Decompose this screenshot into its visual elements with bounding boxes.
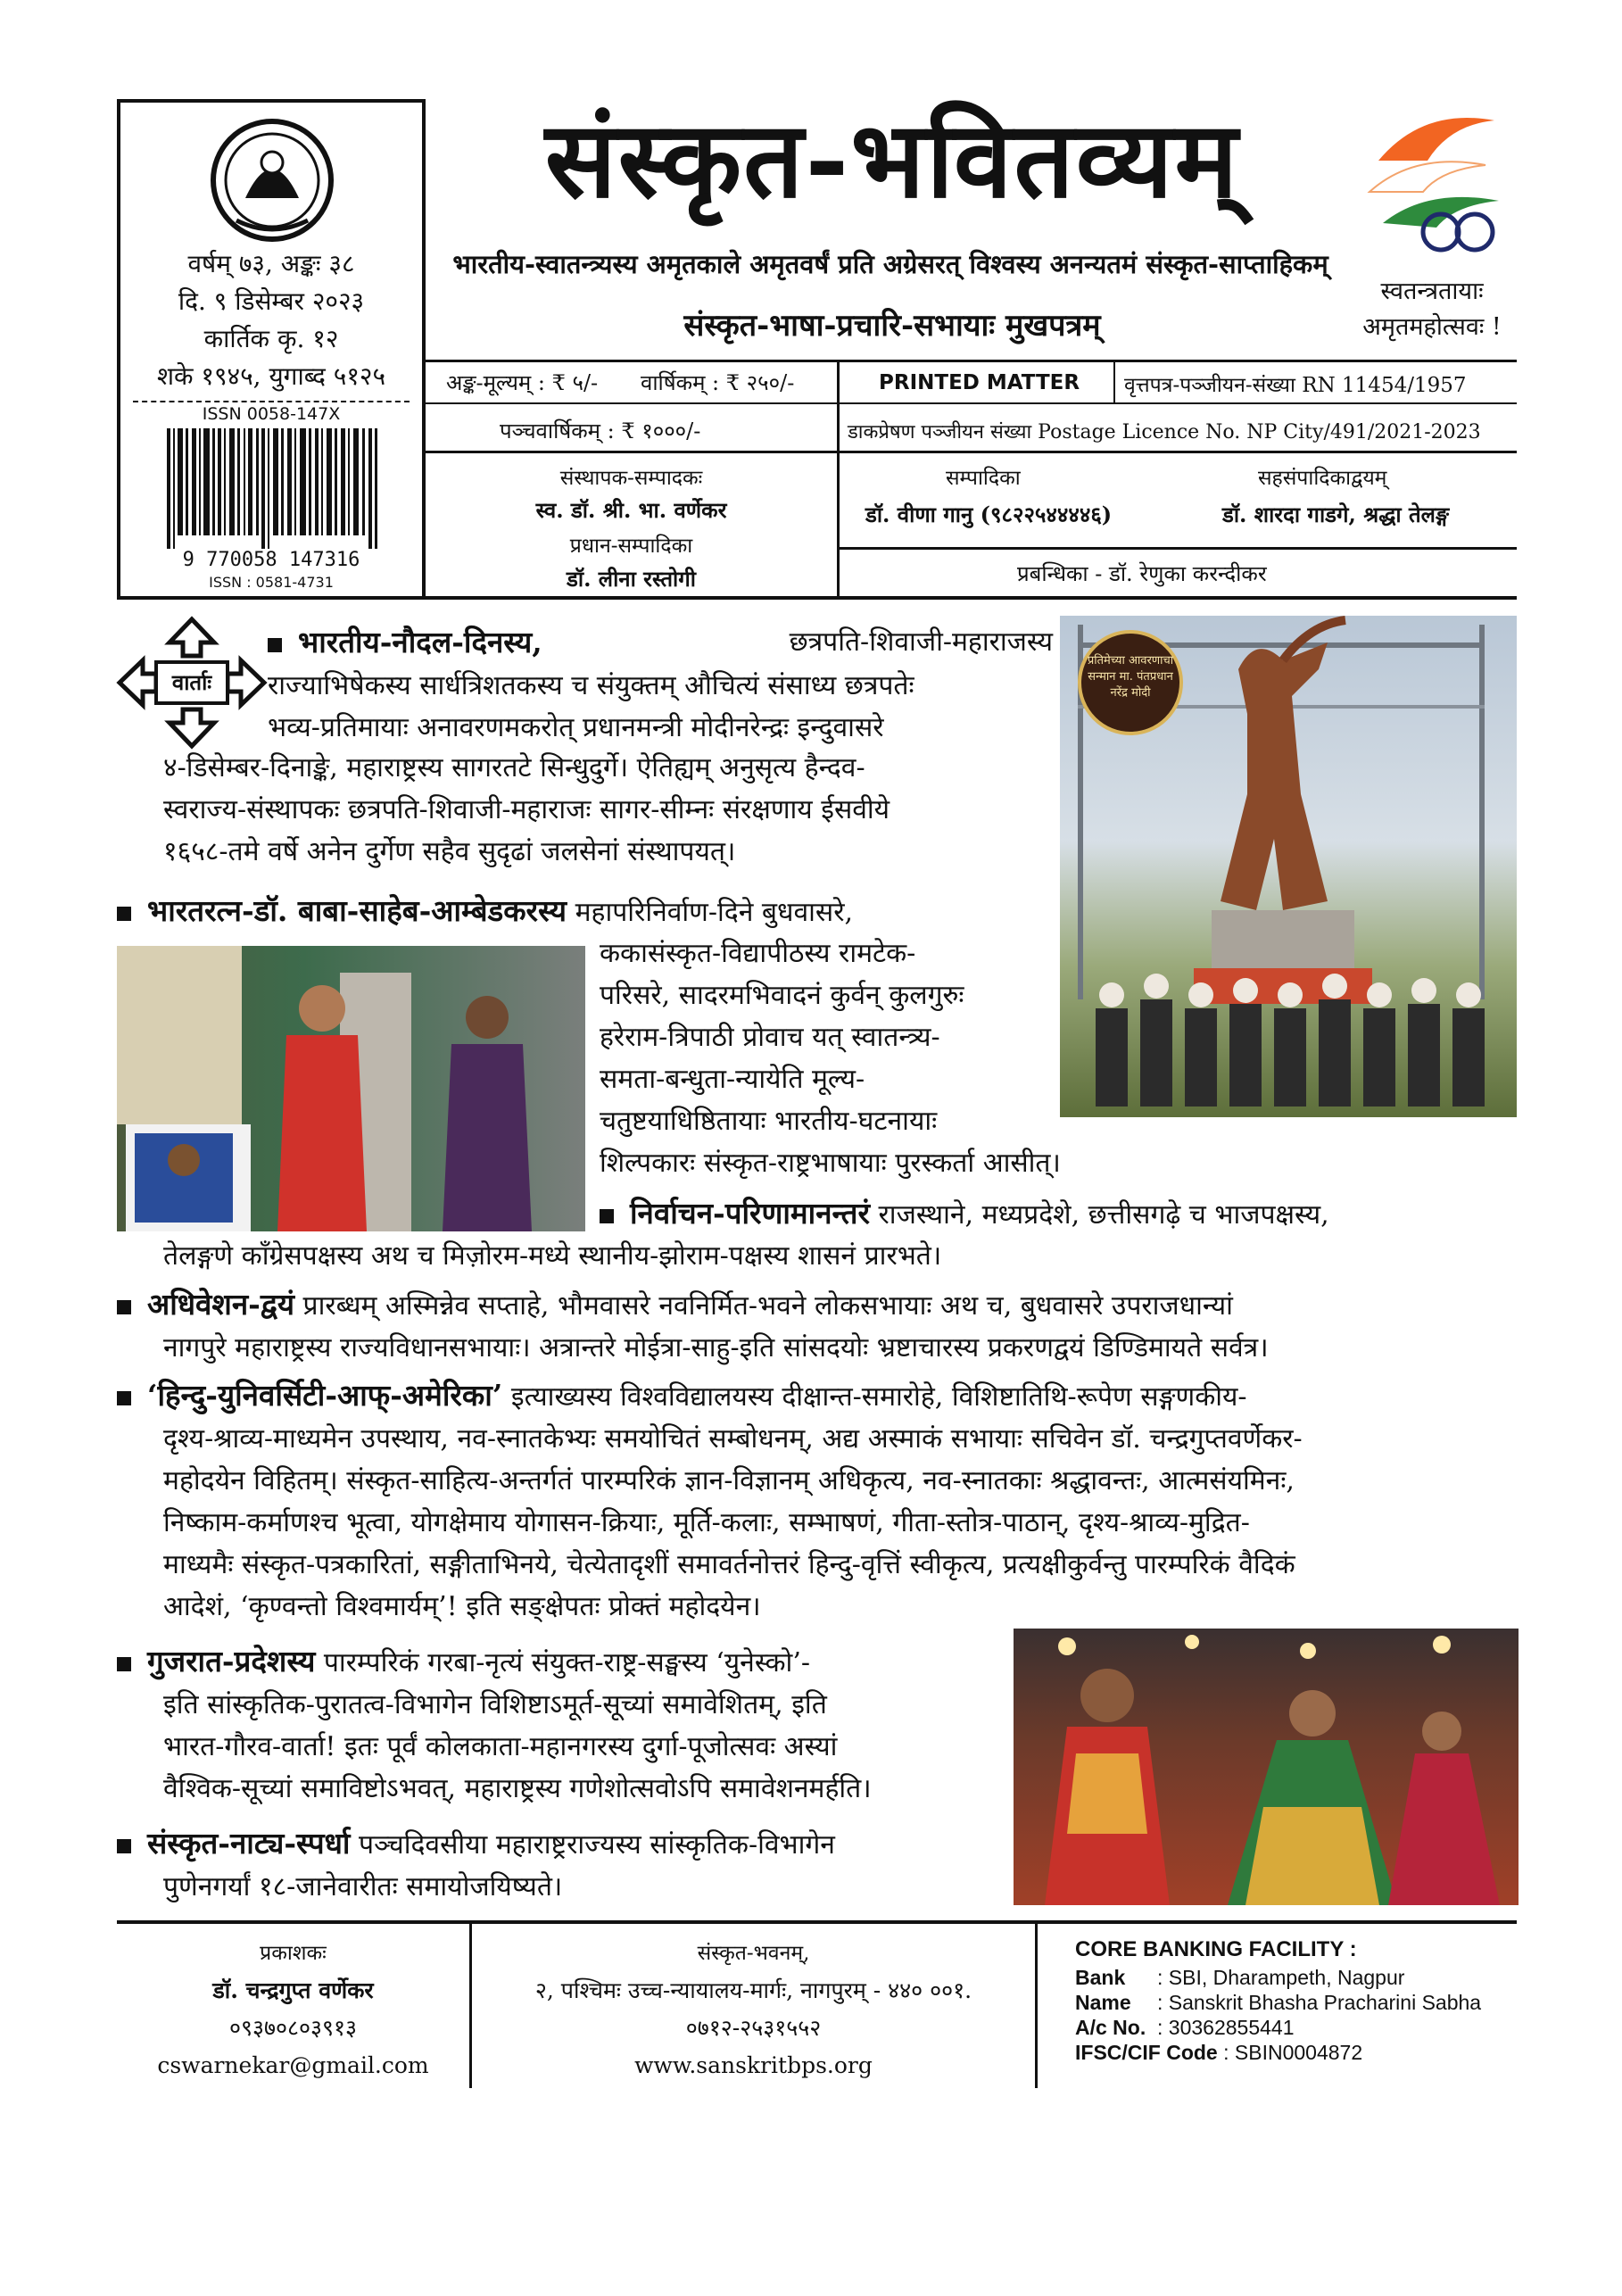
ambedkar-tribute-photo bbox=[117, 946, 585, 1231]
account-number-value: : 30362855441 bbox=[1157, 2016, 1295, 2039]
news-2-line: शिल्पकारः संस्कृत-राष्ट्रभाषायाः पुरस्कर्ता आसीत्। bbox=[600, 1148, 1061, 1179]
issue-info-box bbox=[117, 99, 426, 600]
barcode bbox=[167, 428, 381, 549]
printed-matter: PRINTED MATTER bbox=[879, 371, 1080, 394]
issue-tithi: कार्तिक कृ. १२ bbox=[203, 324, 339, 353]
bank-title: CORE BANKING FACILITY : bbox=[1075, 1937, 1357, 1961]
account-name-value: : Sanskrit Bhasha Pracharini Sabha bbox=[1157, 1991, 1482, 2014]
news-4-line: प्रारब्धम् अस्मिन्नेव सप्ताहे, भौमवासरे नवनिर्मित-भवने लोकसभायाः अथ च, बुधवासरे उपराजधान्यां bbox=[302, 1290, 1233, 1322]
news-6-line: इति सांस्कृतिक-पुरातत्व-विभागेन विशिष्टाऽमूर्त-सूच्यां समावेशितम्, इति bbox=[163, 1689, 827, 1720]
publisher-name: डॉ. चन्द्रगुप्त वर्णेकर bbox=[212, 1977, 374, 2003]
newspaper-title: संस्कृत-भवितव्यम् bbox=[544, 97, 1240, 221]
founder-label: संस्थापक-सम्पादकः bbox=[559, 467, 703, 490]
statue-sign-badge: प्रतिमेच्या आवरणाचा सन्मान मा. पंतप्रधान नरेंद्र मोदी bbox=[1078, 630, 1183, 735]
flag-caption-line-2: अमृतमहोत्सवः ! bbox=[1362, 313, 1502, 341]
news-2-line: परिसरे, सादरमभिवादनं कुर्वन् कुलगुरुः bbox=[600, 980, 964, 1011]
news-7-line: पञ्चदिवसीया महाराष्ट्रराज्यस्य सांस्कृतिक-विभागेन bbox=[359, 1829, 835, 1861]
garba-scene-icon bbox=[1014, 1629, 1519, 1905]
news-6 bbox=[117, 1640, 1009, 1810]
issn-bottom: ISSN : 0581-4731 bbox=[209, 574, 334, 591]
coeditors-label: सहसंपादिकाद्वयम् bbox=[1258, 467, 1387, 490]
publisher-block bbox=[117, 1935, 469, 2085]
founder-name: स्व. डॉ. श्री. भा. वर्णेकर bbox=[535, 497, 727, 523]
address-block bbox=[472, 1935, 1035, 2085]
news-1 bbox=[268, 621, 1053, 749]
news-5 bbox=[117, 1374, 1519, 1628]
news-3-line: राजस्थाने, मध्यप्रदेशे, छत्तीसगढ़े च भाजपक्षस्य, bbox=[878, 1199, 1329, 1231]
publisher-phone: ०९३७०८०३९१३ bbox=[228, 2015, 357, 2041]
editor-name: डॉ. वीणा गानु (९८२२५४४४४६) bbox=[865, 501, 1113, 527]
flag-caption-line-1: स्वतन्त्रतायाः bbox=[1380, 278, 1484, 305]
news-2-line: चतुष्टयाधिष्ठितायाः भारतीय-घटनायाः bbox=[600, 1106, 938, 1137]
postal-licence: डाकप्रेषण पञ्जीयन संख्या Postage Licence No. NP City/491/2021-2023 bbox=[848, 421, 1481, 443]
news-2-head-line bbox=[117, 890, 1054, 933]
tagline: भारतीय-स्वातन्त्र्यस्य अमृतकाले अमृतवर्षं प्रति अग्रेसरत् विश्वस्य अनन्यतमं संस्कृत-साप्ताहिकम् bbox=[452, 249, 1328, 279]
editor-label: सम्पादिका bbox=[946, 467, 1021, 490]
issue-shaka: शके १९४५, युगाब्द ५१२५ bbox=[156, 361, 386, 391]
coeditors-name: डॉ. शारदा गाडगे, श्रद्धा तेलङ्ग bbox=[1222, 501, 1450, 527]
news-3-headline: निर्वाचन-परिणामानन्तरं bbox=[630, 1196, 870, 1231]
emblem-icon bbox=[183, 113, 361, 247]
news-6-line: भारत-गौरव-वार्ता! इतः पूर्वं कोलकाता-महानगरस्य दुर्गा-पूजोत्सवः अस्यां bbox=[163, 1731, 838, 1762]
five-year-subscription: पञ्चवार्षिकम् : ₹ १०००/- bbox=[500, 419, 701, 443]
news-2-body bbox=[600, 932, 1061, 1184]
issue-year: वर्षम् ७३, अङ्कः ३८ bbox=[187, 249, 355, 278]
news-6-headline: गुजरात-प्रदेशस्य bbox=[147, 1644, 316, 1678]
address-phone: ०७१२-२५३१५५२ bbox=[685, 2015, 822, 2041]
news-5-headline: ‘हिन्दु-युनिवर्सिटी-आफ्-अमेरिका’ bbox=[147, 1378, 503, 1413]
news-2-line: ककासंस्कृत-विद्यापीठस्य रामटेक- bbox=[600, 938, 916, 969]
news-4-line: नागपुरे महाराष्ट्रस्य राज्यविधानसभायाः। अत्रान्तरे मोईत्रा-साहु-इति सांसदयोः भ्रष्टाचारस्य प्रकरणद्वयं डिण्डिमायते सर्वत्र। bbox=[163, 1332, 1269, 1364]
account-name-label: Name bbox=[1075, 1991, 1131, 2014]
news-2-headline: भारतरत्न-डॉ. बाबा-साहेब-आम्बेडकरस्य bbox=[147, 893, 567, 928]
ifsc-value: : SBIN0004872 bbox=[1223, 2041, 1363, 2064]
chief-editor-name: डॉ. लीना रस्तोगी bbox=[567, 566, 696, 592]
news-5-line: माध्यमैः संस्कृत-पत्रकारितां, सङ्गीताभिनये, चेत्येतादृशीं समावर्तनोत्तरं हिन्दु-वृत्तिं स्वीकृत्य, प्रत्यक्षीकुर्वन्तु पारम्परिकं वैदिकं bbox=[163, 1549, 1295, 1580]
publisher-email[interactable]: cswarnekar@gmail.com bbox=[157, 2052, 429, 2078]
news-5-line: निष्काम-कर्माणश्च भूत्वा, योगक्षेमाय योगासन-क्रियाः, मूर्ति-कलाः, सम्भाषणं, गीता-स्तोत्र-पाठान्, दृश्य-श्राव्य-मुद्रित- bbox=[163, 1507, 1250, 1538]
publisher-label: प्रकाशकः bbox=[260, 1942, 327, 1965]
ifsc-label: IFSC/CIF Code bbox=[1075, 2041, 1218, 2064]
bank-value: : SBI, Dharampeth, Nagpur bbox=[1157, 1966, 1405, 1989]
news-6-line: पारम्परिकं गरबा-नृत्यं संयुक्त-राष्ट्र-सङ्घस्य ‘युनेस्को’- bbox=[323, 1647, 810, 1678]
address-line-2: २, पश्चिमः उच्च-न्यायालय-मार्गः, नागपुरम् - ४४० ००१. bbox=[534, 1977, 972, 2003]
news-1-line: भव्य-प्रतिमायाः अनावरणमकरोत् प्रधानमन्त्री मोदीनरेन्द्रः इन्दुवासरे bbox=[268, 712, 884, 743]
news-4-headline: अधिवेशन-द्वयं bbox=[147, 1287, 294, 1322]
news-1-line: छत्रपति-शिवाजी-महाराजस्य bbox=[789, 626, 1053, 658]
news-2-line: समता-बन्धुता-न्यायेति मूल्य- bbox=[600, 1064, 865, 1095]
price: अङ्क-मूल्यम् : ₹ ५/- bbox=[446, 370, 599, 395]
news-1-headline: भारतीय-नौदल-दिनस्य, bbox=[298, 625, 542, 659]
azadi-amrit-logo-icon bbox=[1343, 98, 1521, 268]
issue-date: दि. ९ डिसेम्बर २०२३ bbox=[178, 286, 365, 316]
garba-dance-photo bbox=[1014, 1629, 1519, 1905]
news-5-line: दृश्य-श्राव्य-माध्यमेन उपस्थाय, नव-स्नातकेभ्यः समयोचितं सम्बोधनम्, अद्य अस्माकं सभायाः सचिवेन डॉ. चन्द्रगुप्तवर्णेकर- bbox=[163, 1423, 1303, 1455]
news-2-line: हरेराम-त्रिपाठी प्रोवाच यत् स्वातन्त्र्य- bbox=[600, 1022, 940, 1053]
barcode-number: 9 770058 147316 bbox=[182, 549, 360, 571]
account-number-label: A/c No. bbox=[1075, 2016, 1146, 2039]
vartah-label: वार्ताः bbox=[171, 669, 212, 695]
news-1-line: राज्याभिषेकस्य सार्धत्रिशतकस्य च संयुक्तम् औचित्यं संसाध्य छत्रपतेः bbox=[268, 670, 914, 701]
address-line-1: संस्कृत-भवनम्, bbox=[697, 1942, 810, 1965]
manager: प्रबन्धिका - डॉ. रेणुका करन्दीकर bbox=[1017, 561, 1267, 586]
news-3-line-2: तेलङ्गणे काँग्रेसपक्षस्य अथ च मिज़ोरम-मध्ये स्थानीय-झोराम-पक्षस्य शासनं प्रारभते। bbox=[163, 1240, 942, 1272]
news-1-line: स्वराज्य-संस्थापकः छत्रपति-शिवाजी-महाराजः सागर-सीम्नः संरक्षणाय ईसवीये bbox=[163, 794, 890, 825]
news-5-line: आदेशं, ‘कृण्वन्तो विश्वमार्यम्’! इति सङ्क्षेपतः प्रोक्तं महोदयेन। bbox=[163, 1591, 761, 1622]
news-7 bbox=[117, 1822, 1009, 1908]
issn-top: ISSN 0058-147X bbox=[202, 404, 341, 424]
news-5-line: महोदयेन विहितम्। संस्कृत-साहित्य-अन्तर्गतं पारम्परिकं ज्ञान-विज्ञानम् अधिकृत्य, नव-स्नातकाः श्रद्धावन्तः, आत्मसंयमिनः, bbox=[163, 1465, 1295, 1496]
flag-caption bbox=[1343, 274, 1521, 345]
news-1-line: ४-डिसेम्बर-दिनाङ्के, महाराष्ट्रस्य सागरतटे सिन्धुदुर्गे। ऐतिह्यम् अनुसृत्य हैन्दव- bbox=[163, 752, 865, 783]
news-2-line: महापरिनिर्वाण-दिने बुधवासरे, bbox=[575, 897, 854, 928]
news-1-line: १६५८-तमे वर्षे अनेन दुर्गेण सहैव सुदृढां जलसेनां संस्थापयत्। bbox=[163, 836, 736, 867]
news-7-line: पुणेनगर्यां १८-जानेवारीतः समायोजयिष्यते। bbox=[163, 1871, 563, 1902]
news-1-cont bbox=[163, 747, 1053, 873]
bank-details bbox=[1075, 1935, 1521, 2065]
news-6-line: वैश्विक-सूच्यां समाविष्टोऽभवत्, महाराष्ट्रस्य गणेशोत्सवोऽपि समावेशनमर्हति। bbox=[163, 1773, 872, 1804]
news-5-line: इत्याख्यस्य विश्वविद्यालयस्य दीक्षान्त-समारोहे, विशिष्टातिथि-रूपेण सङ्गणकीय- bbox=[510, 1381, 1247, 1413]
registration-number: वृत्तपत्र-पञ्जीयन-संख्या RN 11454/1957 bbox=[1124, 374, 1467, 397]
website-link[interactable]: www.sanskritbps.org bbox=[634, 2052, 873, 2078]
bank-label: Bank bbox=[1075, 1966, 1126, 1989]
news-3-head-line bbox=[600, 1192, 1519, 1236]
shivaji-statue-photo bbox=[1060, 616, 1517, 1117]
tribute-scene-icon bbox=[117, 946, 585, 1231]
subtagline: संस्कृत-भाषा-प्रचारि-सभायाः मुखपत्रम् bbox=[683, 308, 1101, 344]
news-4 bbox=[117, 1283, 1519, 1369]
news-7-headline: संस्कृत-नाट्य-स्पर्धा bbox=[147, 1826, 351, 1861]
chief-editor-label: प्रधान-सम्पादिका bbox=[569, 535, 693, 558]
annual-subscription: वार्षिकम् : ₹ २५०/- bbox=[641, 370, 795, 395]
